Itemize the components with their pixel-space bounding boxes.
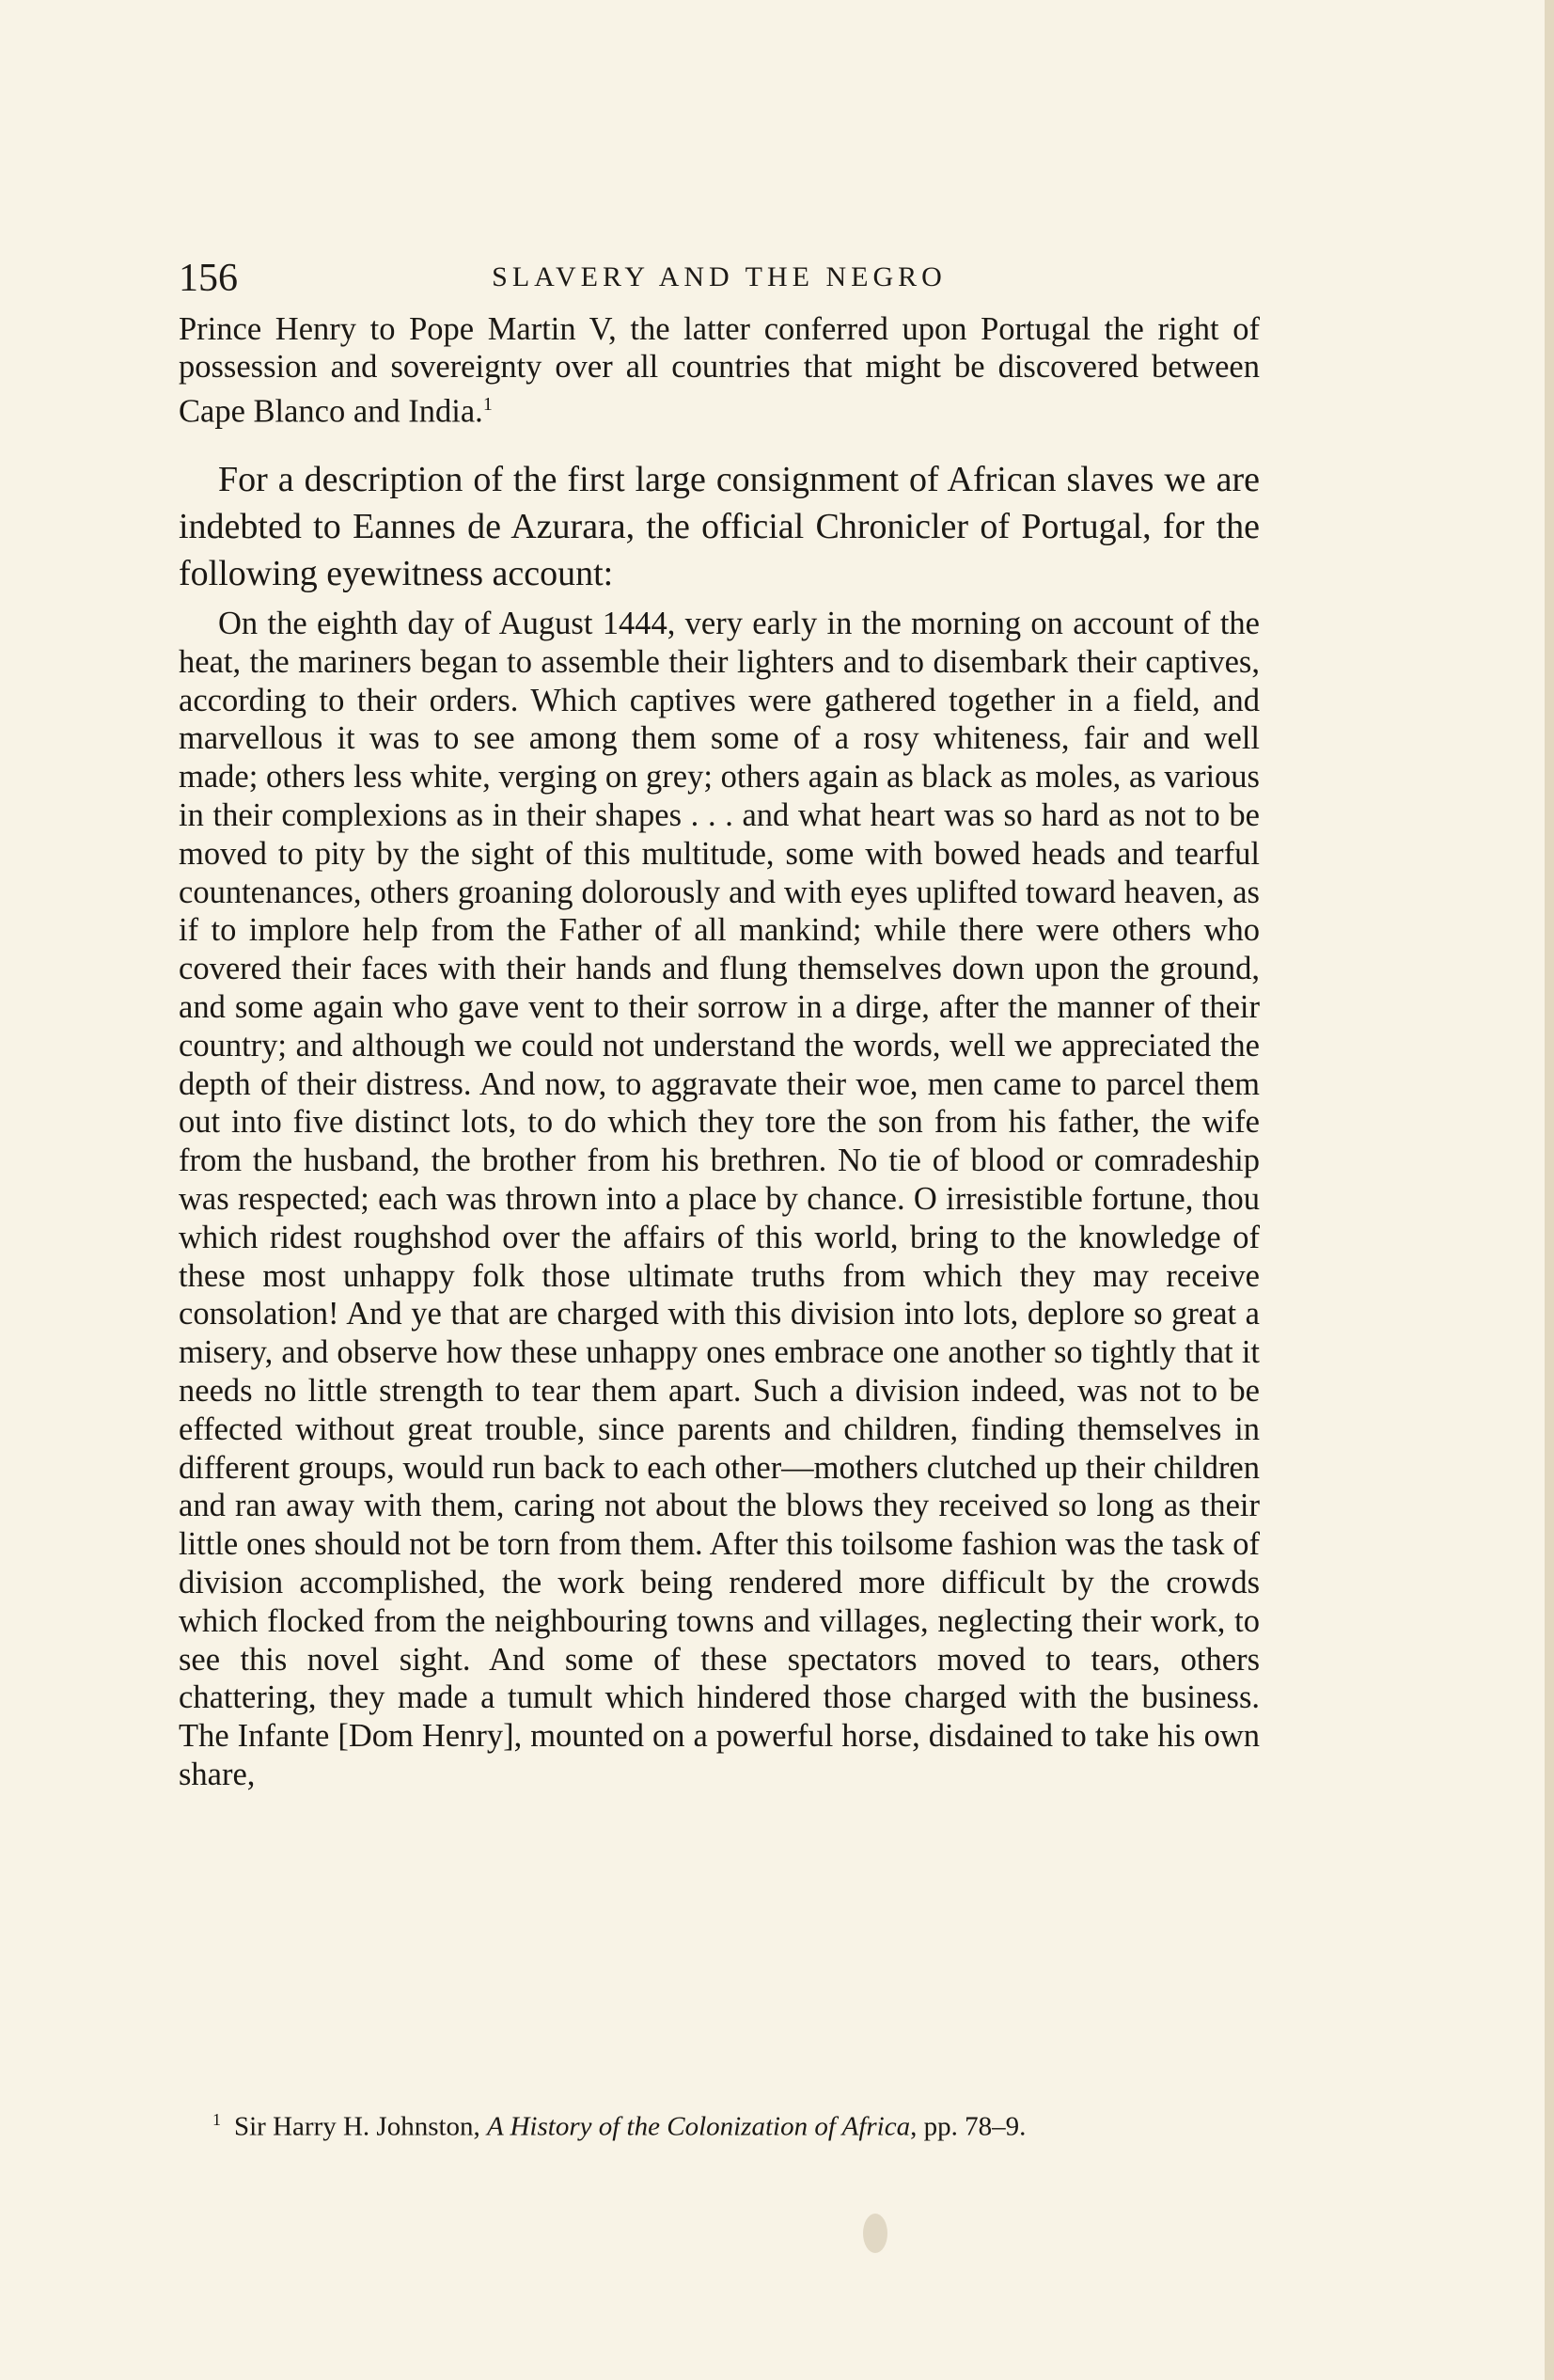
footnote [212, 2110, 1256, 2143]
page-number: 156 [179, 257, 238, 300]
block-quotation: On the eighth day of August 1444, very early in the morning on account of the heat, the mariners began to assemble their lighters and to disembark their captives, according to their orders. Which captives were gathered together in a field, and marvellous it was to see among them some of a rosy whiteness, fair and well made; others less white, verging on grey; others again as black as moles, as various in their complexions as in their shapes . . . and what heart was so hard as not to be moved to pity by the sight of this multitude, some with bowed heads and tearful countenances, others groaning dolorously and with eyes uplifted toward heaven, as if to implore help from the Father of all mankind; while there were others who covered their faces with their hands and flung themselves down upon the ground, and some again who gave vent to their sorrow in a dirge, after the manner of their country; and although we could not understand the words, well we appreciated the depth of their distress. And now, to aggravate their woe, men came to parcel them out into five distinct lots, to do which they tore the son from his father, the wife from the husband, the brother from his brethren. No tie of blood or comradeship was respected; each was thrown into a place by chance. O irresistible fortune, thou which ridest roughshod over the affairs of this world, bring to the knowledge of these most unhappy folk those ultimate truths from which they may receive consolation! And ye that are charged with this division into lots, deplore so great a misery, and observe how these unhappy ones embrace one another so tightly that it needs no little strength to tear them apart. Such a division indeed, was not to be effected without great trouble, since parents and children, finding themselves in different groups, would run back to each other—mothers clutched up their children and ran away with them, caring not about the blows they received so long as their little ones should not be torn from them. After this toilsome fashion was the task of division accomplished, the work being rendered more difficult by the crowds which flocked from the neighbouring towns and villages, neglecting their work, to see this novel sight. And some of these spectators moved to tears, others chattering, they made a tumult which hindered those charged with the business. The Infante [Dom Henry], mounted on a powerful horse, disdained to take his own share, [179, 606, 1260, 1792]
paragraph-continuation [179, 310, 1260, 431]
running-head: SLAVERY AND THE NEGRO [492, 261, 947, 292]
footnote-reference: 1 [482, 394, 493, 415]
paragraph-1-text: Prince Henry to Pope Martin V, the latter conferred upon Portugal the right of possession and sovereignty over all countries that might be discovered between Cape Blanco and India. [179, 311, 1260, 430]
footnote-title: A History of the Colonization of Africa [487, 2111, 911, 2142]
paragraph-intro: For a description of the first large consignment of African slaves we are indebted to Eannes de Azurara, the official Chronicler of Portugal, for the following eyewitness account: [179, 460, 1260, 593]
ink-smudge [863, 2214, 887, 2253]
page-header [179, 256, 1260, 300]
footnote-marker: 1 [212, 2110, 221, 2129]
footnote-text-after: , pp. 78–9. [910, 2111, 1027, 2142]
footnote-text-before: Sir Harry H. Johnston, [234, 2111, 488, 2142]
